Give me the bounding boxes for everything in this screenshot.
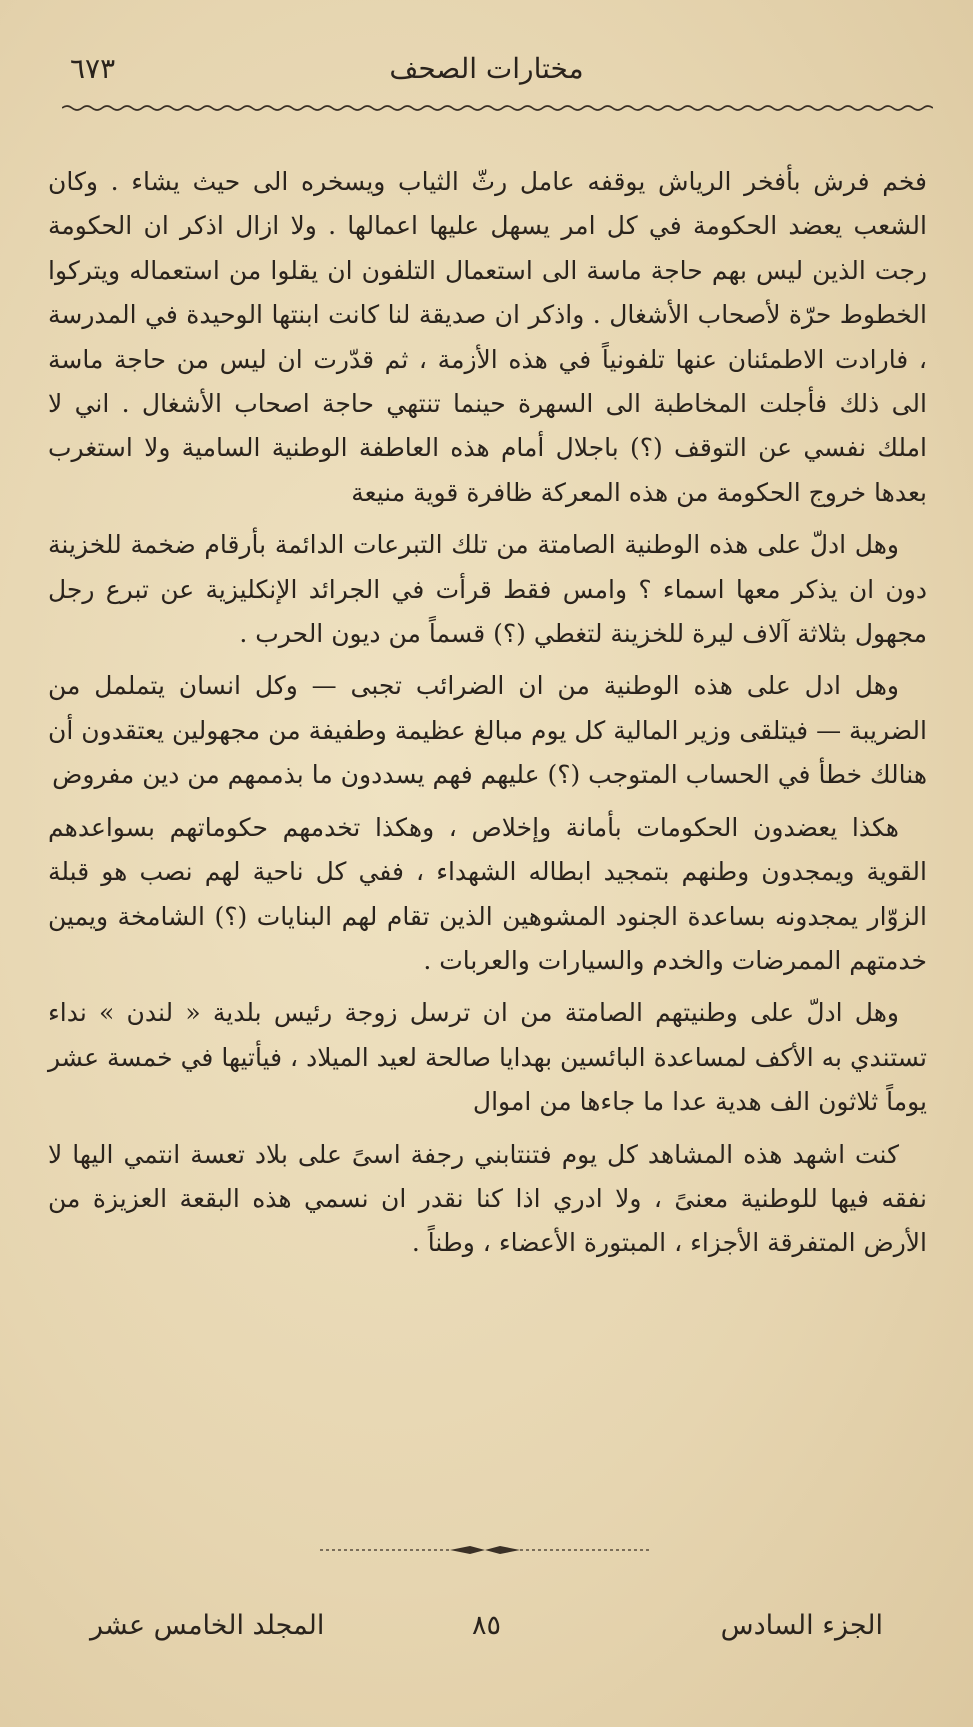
paragraph: هكذا يعضدون الحكومات بأمانة وإخلاص ، وهكذا تخدمهم حكوماتهم بسواعدهم القوية ويمجدون وطنهم بتمجيد ابطاله الشهداء ، ففي كل ناحية لهم نصب هو قبلة الزوّار يمجدونه بساعدة الجنود المشوهين الذين تقام لهم البنايات (؟) الشامخة ويمين خدمتهم الممرضات والخدم والسيارات والعربات . — [48, 812, 927, 975]
footer-folio: ٨٥ — [471, 1610, 501, 1641]
running-title: مختارات الصحف — [389, 52, 584, 85]
paragraph: وهل ادل على هذه الوطنية من ان الضرائب تجبى — وكل انسان يتململ من الضريبة — فيتلقى وزير المالية كل يوم مبالغ عظيمة وطفيفة من مجهولين يعتقدون أن هنالك خطأ في الحساب المتوجب (؟) عليهم فهم يسددون ما بذممهم من دين مفروض — [48, 671, 927, 790]
footer-volume: المجلد الخامس عشر — [90, 1610, 325, 1641]
header-wavy-rule — [62, 104, 933, 112]
article-body — [48, 160, 927, 1274]
running-header — [70, 52, 903, 96]
paragraph: وهل ادلّ على وطنيتهم الصامتة من ان ترسل زوجة رئيس بلدية « لندن » نداء تستندي به الأكف لمساعدة البائسين بهدايا صالحة لعيد الميلاد ، فيأتيها في خمسة عشر يوماً ثلاثون الف هدية عدا ما جاءها من اموال — [48, 998, 927, 1117]
paragraph: وهل ادلّ على هذه الوطنية الصامتة من تلك التبرعات الدائمة بأرقام ضخمة للخزينة دون ان يذكر معها اسماء ؟ وامس فقط قرأت في الجرائد الإنكليزية عن تبرع رجل مجهول بثلاثة آلاف ليرة للخزينة لتغطي (؟) قسماً من ديون الحرب . — [48, 530, 927, 649]
page-number: ٦٧٣ — [70, 52, 116, 85]
section-end-ornament — [320, 1543, 650, 1557]
paragraph: كنت اشهد هذه المشاهد كل يوم فتنتابني رجفة اسىً على بلاد تعسة انتمي اليها لا نفقه فيها للوطنية معنىً ، ولا ادري اذا كنا نقدر ان نسمي هذه البقعة العزيزة من الأرض المتفرقة الأجزاء ، المبتورة الأعضاء ، وطناً . — [48, 1139, 927, 1258]
footer-part: الجزء السادس — [720, 1610, 883, 1641]
page-footer — [90, 1610, 883, 1650]
paragraph: فخم فرش بأفخر الرياش يوقفه عامل رثّ الثياب ويسخره الى حيث يشاء . وكان الشعب يعضد الحكومة في كل امر يسهل عليها اعمالها . ولا ازال اذكر ان الحكومة رجت الذين ليس بهم حاجة ماسة الى استعمال التلفون ان يقلوا من استعماله ويتركوا الخطوط حرّة لأصحاب الأشغال . واذكر ان صديقة لنا كانت ابنتها الوحيدة في المدرسة ، فارادت الاطمئنان عنها تلفونياً في هذه الأزمة ، ثم قدّرت ان ليس من حاجة ماسة الى ذلك فأجلت المخاطبة الى السهرة حينما تنتهي حاجة اصحاب الأشغال . اني لا املك نفسي عن التوقف (؟) باجلال أمام هذه العاطفة الوطنية السامية ولا استغرب بعدها خروج الحكومة من هذه المعركة ظافرة قوية منيعة — [48, 167, 928, 507]
